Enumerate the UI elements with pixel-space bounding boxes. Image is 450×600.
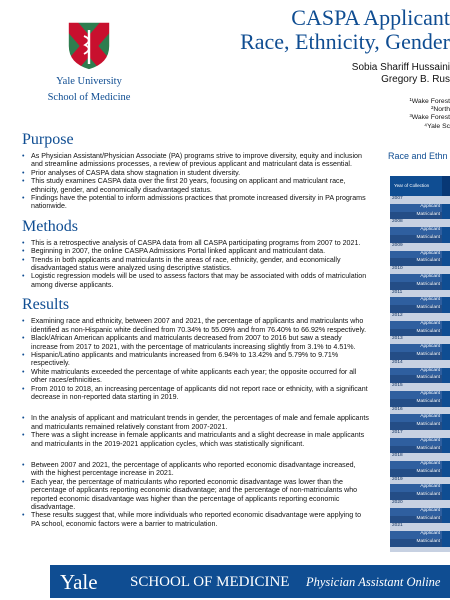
table-header	[390, 176, 450, 196]
table-year-group	[390, 383, 450, 406]
results-bullet: • Between 2007 and 2021, the percentage of applicants who reported economic disadvantage increased, with the highest percentage increase in 2021.	[22, 461, 369, 478]
results-bullet: • From 2010 to 2018, an increasing percentage of applicants did not report race or ethnicity, with a significant decrease in non-reported data starting in 2019.	[22, 385, 369, 402]
table-row-label: Applicant	[420, 414, 440, 420]
table-year-label: 2018	[392, 453, 403, 459]
table-row-label: Applicant	[420, 297, 440, 303]
table-year-label: 2021	[392, 523, 403, 529]
results-bullet: • White matriculants exceeded the percentage of white applicants each year; the opposite occurred for all other races/ethnicities.	[22, 368, 369, 385]
table-applicant-row	[390, 227, 450, 235]
table-year-group	[390, 477, 450, 500]
left-column	[22, 131, 369, 535]
race-ethnicity-table	[390, 176, 450, 552]
table-row-label: Applicant	[420, 484, 440, 490]
affiliation-4: ⁴Yale Sc	[424, 122, 450, 130]
methods-bullet: • This is a retrospective analysis of CASPA data from all CASPA participating programs from 2007 to 2021.	[22, 239, 369, 247]
table-matriculant-row	[390, 235, 450, 243]
table-year-label: 2020	[392, 500, 403, 506]
table-applicant-row	[390, 204, 450, 212]
table-row-label: Applicant	[420, 437, 440, 443]
table-applicant-row	[390, 297, 450, 305]
table-row-label: Applicant	[420, 250, 440, 256]
table-applicant-row	[390, 438, 450, 446]
table-row-label: Matriculant	[416, 211, 440, 217]
methods-bullet: • Logistic regression models will be used to assess factors that may be associated with odds of matriculation among diverse applicants.	[22, 272, 369, 289]
table-row-label: Applicant	[420, 390, 440, 396]
table-matriculant-row	[390, 375, 450, 383]
table-row-label: Matriculant	[416, 492, 440, 498]
table-row-label: Applicant	[420, 367, 440, 373]
table-year-row	[390, 453, 450, 461]
table-year-group	[390, 360, 450, 383]
table-row-label: Matriculant	[416, 375, 440, 381]
table-year-group	[390, 500, 450, 523]
table-year-label: 2011	[392, 289, 403, 295]
table-year-label: 2008	[392, 219, 403, 225]
title-line-2: Race, Ethnicity, Gender	[240, 29, 450, 54]
table-applicant-row	[390, 391, 450, 399]
table-matriculant-row	[390, 539, 450, 547]
table-row-label: Matriculant	[416, 398, 440, 404]
table-row-label: Matriculant	[416, 234, 440, 240]
table-row-label: Applicant	[420, 320, 440, 326]
table-applicant-row	[390, 344, 450, 352]
table-year-row	[390, 360, 450, 368]
purpose-bullet: • As Physician Assistant/Physician Associate (PA) programs strive to improve diversity, equity and inclusion and streamline admissions processes, a review of previous applicant and matriculant data is essential.	[22, 152, 369, 169]
results-bullet: • Each year, the percentage of matriculants who reported economic disadvantage was lower than the percentage of applicants reporting economic disadvantage; and the percentage of non-matriculants who reported economic disadvantage was higher than the percentage of applicants reporting economic disadvantage.	[22, 478, 369, 512]
logo-line-1: Yale University	[56, 76, 122, 87]
title-line-1: CASPA Applicant	[291, 5, 450, 30]
table-year-label: 2007	[392, 196, 403, 201]
table-year-label: 2013	[392, 336, 403, 342]
table-year-group	[390, 196, 450, 219]
table-row-label: Applicant	[420, 344, 440, 350]
poster-title	[150, 6, 450, 54]
table-year-row	[390, 243, 450, 251]
table-year-label: 2009	[392, 242, 403, 248]
methods-bullet: • Trends in both applicants and matriculants in the areas of race, ethnicity, gender, and economically disadvantaged status were analyzed using descriptive statistics.	[22, 256, 369, 273]
table-row-label: Applicant	[420, 507, 440, 513]
affiliations	[409, 98, 450, 131]
footer-school: SCHOOL OF MEDICINE	[130, 574, 290, 590]
footer-yale: Yale	[60, 570, 98, 594]
yale-shield-icon	[66, 20, 112, 72]
results-bullet: • Black/African American applicants and matriculants decreased from 2007 to 2016 but saw a steady increase from 2017 to 2021, with the percentage of matriculants increasing slightly from 3.1% to 4.51%.	[22, 334, 369, 351]
table-row-label: Matriculant	[416, 258, 440, 264]
purpose-bullet: • This study examines CASPA data over the first 20 years, focusing on applicant and matriculant race, ethnicity, gender, and economically disadvantaged status.	[22, 177, 369, 194]
affiliation-3: ³Wake Forest	[409, 114, 450, 122]
table-year-group	[390, 266, 450, 289]
table-applicant-row	[390, 508, 450, 516]
table-year-group	[390, 453, 450, 476]
results-bullet: • These results suggest that, while more individuals who reported economic disadvantage were applying to PA school, economic factors were a barrier to matriculation.	[22, 511, 369, 528]
table-year-label: 2012	[392, 312, 403, 318]
results-gender-list	[22, 414, 369, 448]
footer-banner	[50, 565, 450, 598]
table-row-label: Matriculant	[416, 351, 440, 357]
table-matriculant-row	[390, 492, 450, 500]
table-year-row	[390, 266, 450, 274]
author-line-1: Sobia Shariff Hussaini	[351, 62, 450, 73]
table-row-label: Matriculant	[416, 328, 440, 334]
table-row-label: Matriculant	[416, 305, 440, 311]
table-year-group	[390, 243, 450, 266]
table-year-row	[390, 430, 450, 438]
table-row-label: Matriculant	[416, 422, 440, 428]
table-matriculant-row	[390, 422, 450, 430]
affiliation-1: ¹Wake Forest	[409, 98, 450, 105]
results-race-list	[22, 317, 369, 401]
table-row-label: Matriculant	[416, 515, 440, 521]
purpose-heading: Purpose	[22, 131, 74, 148]
table-year-row	[390, 196, 450, 204]
authors	[352, 62, 450, 86]
yale-logo	[34, 20, 144, 104]
table-year-row	[390, 313, 450, 321]
table-row-label: Applicant	[420, 531, 440, 537]
table-matriculant-row	[390, 469, 450, 477]
table-year-label: 2015	[392, 383, 403, 389]
purpose-bullet: • Findings have the potential to inform admissions practices that promote increased diversity in PA programs nationwide.	[22, 194, 369, 211]
table-header-label: Year of Collection	[394, 183, 430, 188]
results-heading: Results	[22, 296, 70, 314]
table-row-label: Matriculant	[416, 281, 440, 287]
table-year-group	[390, 336, 450, 359]
table-row-label: Applicant	[420, 461, 440, 467]
author-line-2: Gregory B. Rus	[381, 74, 450, 85]
affiliation-2: ²North	[431, 106, 450, 114]
table-matriculant-row	[390, 282, 450, 290]
methods-heading: Methods	[22, 217, 78, 235]
table-year-label: 2019	[392, 476, 403, 482]
table-matriculant-row	[390, 352, 450, 360]
results-bullet: • In the analysis of applicant and matriculant trends in gender, the percentages of male and female applicants and matriculants remained relatively constant from 2007-2021.	[22, 414, 369, 431]
table-year-label: 2016	[392, 406, 403, 412]
purpose-bullet: • Prior analyses of CASPA data show stagnation in student diversity.	[22, 169, 369, 177]
table-year-group	[390, 430, 450, 453]
results-bullet: • Hispanic/Latino applicants and matriculants increased from 6.94% to 13.42% and 5.79% to 9.71% respectively.	[22, 351, 369, 368]
logo-line-2: School of Medicine	[47, 92, 131, 103]
table-year-row	[390, 500, 450, 508]
purpose-list	[22, 152, 369, 211]
results-bullet: • Examining race and ethnicity, between 2007 and 2021, the percentage of applicants and matriculants who identified as non-Hispanic white declined from 70.34% to 55.09% and from 76.40% to 66.92% respectively.	[22, 317, 369, 334]
table-applicant-row	[390, 461, 450, 469]
results-bullet: • There was a slight increase in female applicants and matriculants and a slight decrease in male applicants and matriculants in the 2019-2021 application cycles, which was statistically significant.	[22, 431, 369, 448]
table-year-group	[390, 290, 450, 313]
table-row-label: Applicant	[420, 227, 440, 233]
results-economic-list	[22, 461, 369, 528]
table-year-label: 2010	[392, 266, 403, 272]
methods-bullet: • Beginning in 2007, the online CASPA Admissions Portal linked applicant and matriculant data.	[22, 247, 369, 255]
table-applicant-row	[390, 321, 450, 329]
footer-program: Physician Assistant Online	[306, 575, 441, 589]
table-year-label: 2017	[392, 429, 403, 435]
table-year-label: 2014	[392, 359, 403, 365]
table-row-label: Matriculant	[416, 539, 440, 545]
table-matriculant-row	[390, 305, 450, 313]
table-matriculant-row	[390, 258, 450, 266]
table-applicant-row	[390, 274, 450, 282]
table-row-label: Applicant	[420, 203, 440, 209]
table-applicant-row	[390, 414, 450, 422]
table-matriculant-row	[390, 399, 450, 407]
table-year-group	[390, 313, 450, 336]
table-row-label: Matriculant	[416, 445, 440, 451]
table-title: Race and Ethn	[388, 151, 448, 161]
table-year-row	[390, 383, 450, 391]
table-applicant-row	[390, 531, 450, 539]
methods-list	[22, 239, 369, 289]
table-year-group	[390, 523, 450, 546]
table-row-label: Matriculant	[416, 468, 440, 474]
table-row-label: Applicant	[420, 273, 440, 279]
table-year-group	[390, 407, 450, 430]
table-year-group	[390, 219, 450, 242]
table-year-row	[390, 336, 450, 344]
